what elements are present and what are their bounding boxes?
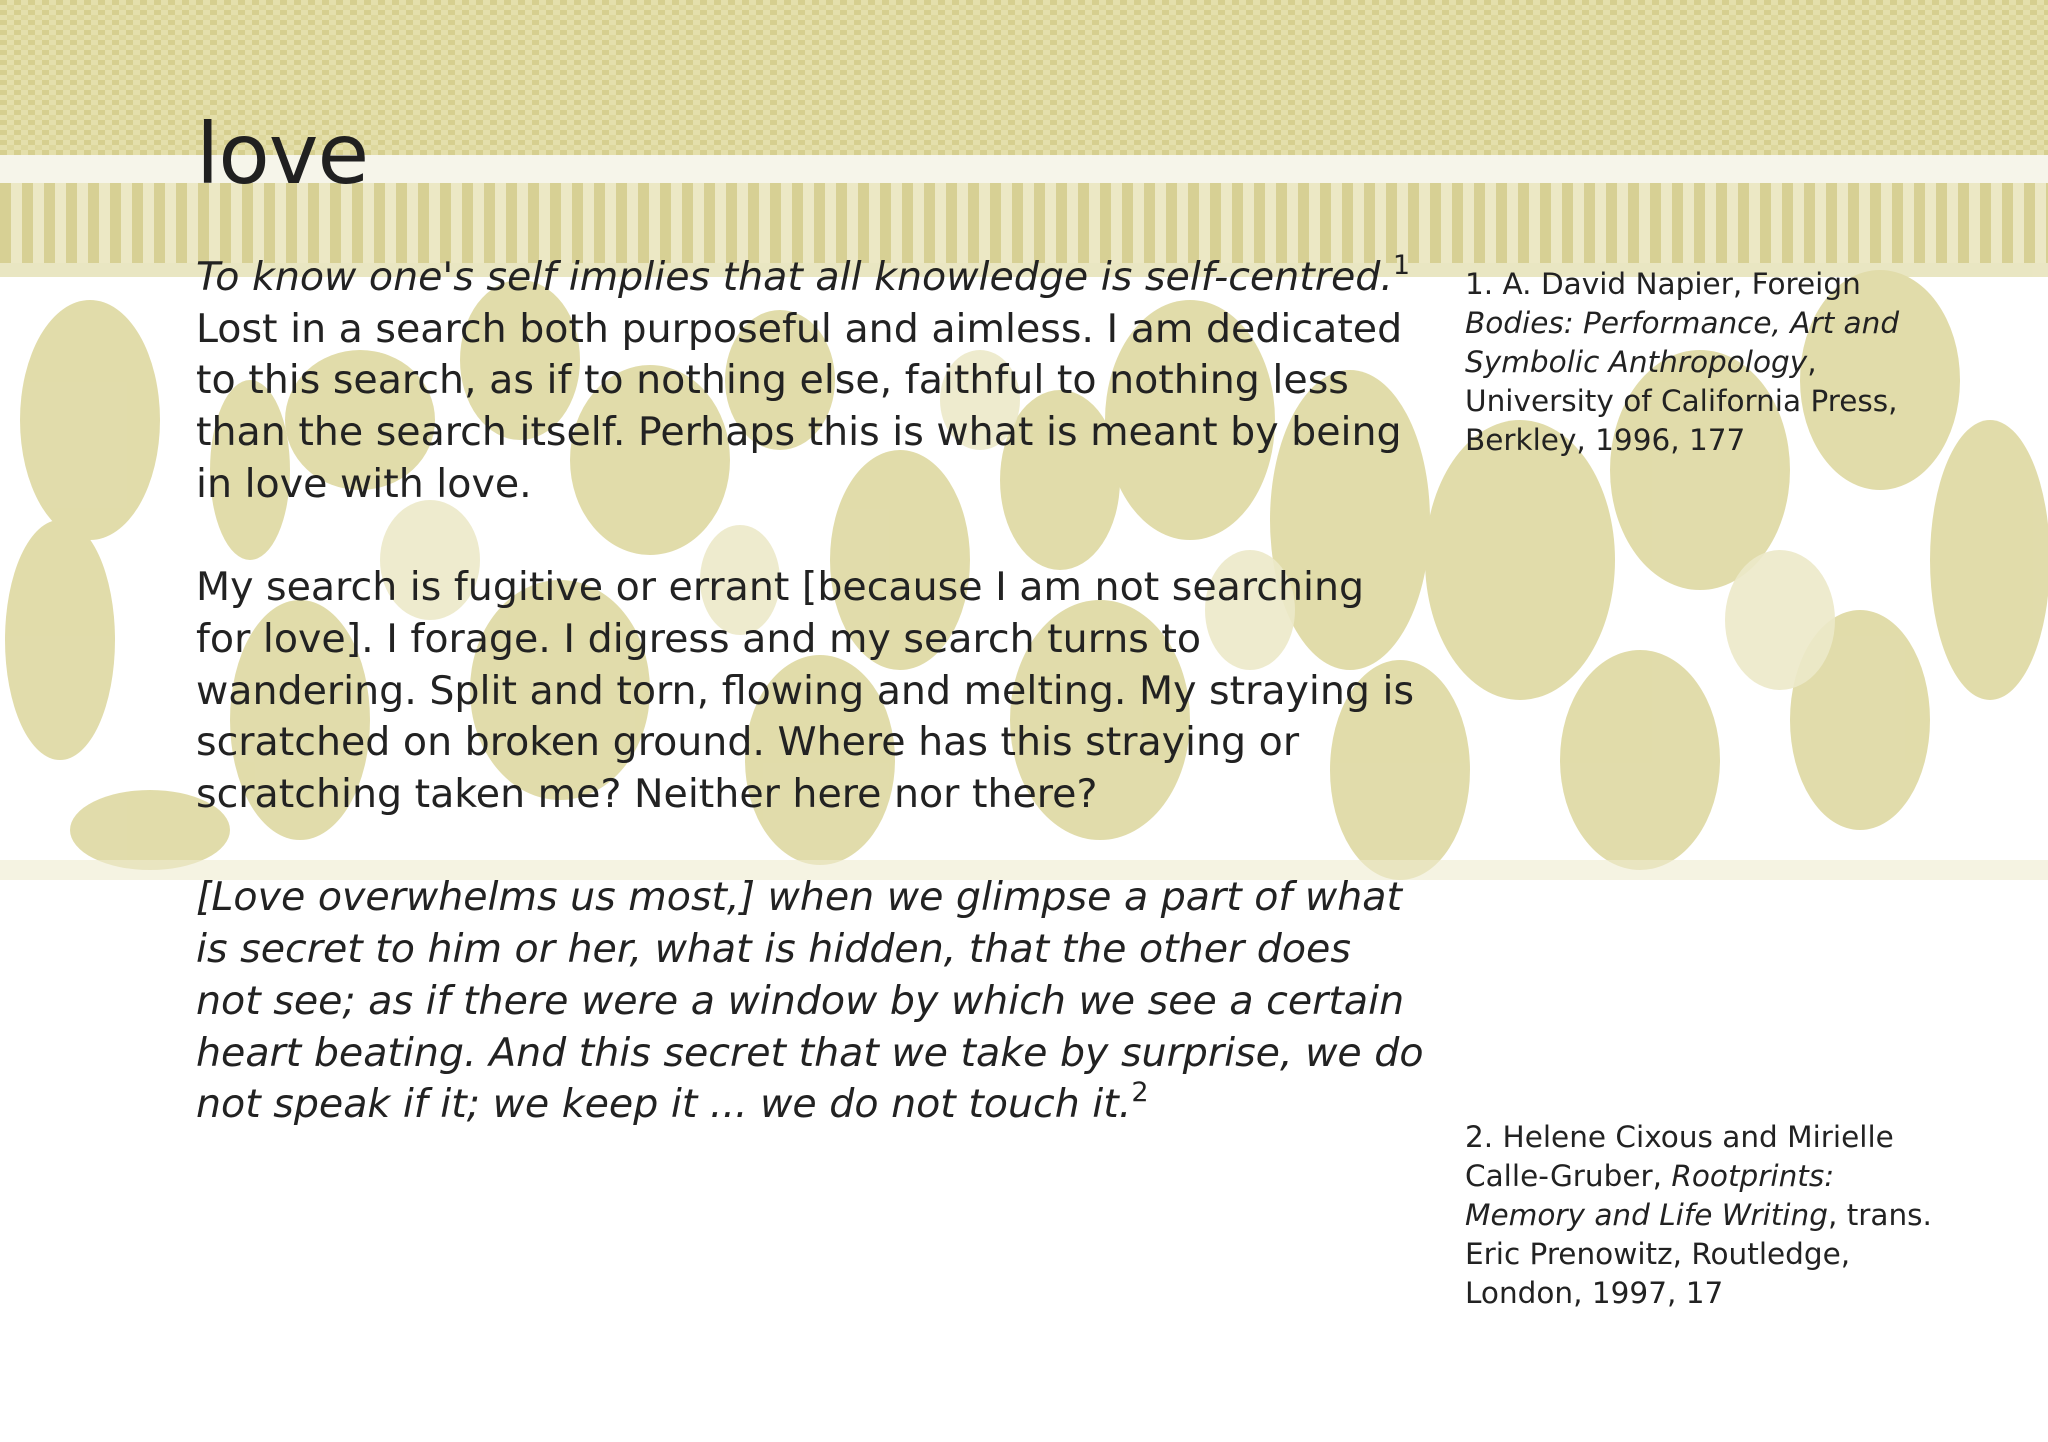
footnote-2 <box>1465 1118 1935 1313</box>
paragraph-2: My search is fugitive or errant [because I am not searching for love]. I forage. I digress and my search turns to wandering. Split and torn, flowing and melting. My straying is scratched on broken ground. Where has this straying or scratching taken me? Neither here nor there? <box>196 564 1415 818</box>
closing-quote: [Love overwhelms us most,] when we glimpse a part of what is secret to him or her, what is hidden, that the other does not see; as if there were a window by which we see a certain heart beating. And this secret that we take by surprise, we do not speak if it; we keep it ... we do not touch it. <box>196 874 1424 1128</box>
opening-quote: To know one's self implies that all knowledge is self-centred. <box>196 254 1393 300</box>
footnote-1-prefix: 1. A. David Napier, Foreign <box>1465 267 1861 301</box>
paragraph-3 <box>196 872 1426 1131</box>
footnote-2-title: Rootprints: Memory and Life Writing <box>1465 1159 1835 1232</box>
footnote-1-suffix: , University of California Press, Berkley, 1996, 177 <box>1465 345 1898 457</box>
footnote-ref-2: 2 <box>1131 1077 1149 1109</box>
footnote-1 <box>1465 265 1935 460</box>
footnote-2-suffix: , trans. Eric Prenowitz, Routledge, London, 1997, 17 <box>1465 1198 1932 1310</box>
main-text <box>196 252 1426 1131</box>
page-title: love <box>196 105 369 203</box>
footnote-ref-1: 1 <box>1392 250 1411 281</box>
paragraph-1-text: Lost in a search both purposeful and aimless. I am dedicated to this search, as if to nothing else, faithful to nothing less than the search itself. Perhaps this is what is meant by being in love with love. <box>196 305 1403 507</box>
footnote-2-prefix: 2. Helene Cixous and Mirielle Calle-Gruber, <box>1465 1120 1894 1193</box>
paragraph-1 <box>196 252 1426 511</box>
footnote-1-title: Bodies: Performance, Art and Symbolic Anthropology <box>1465 306 1900 379</box>
